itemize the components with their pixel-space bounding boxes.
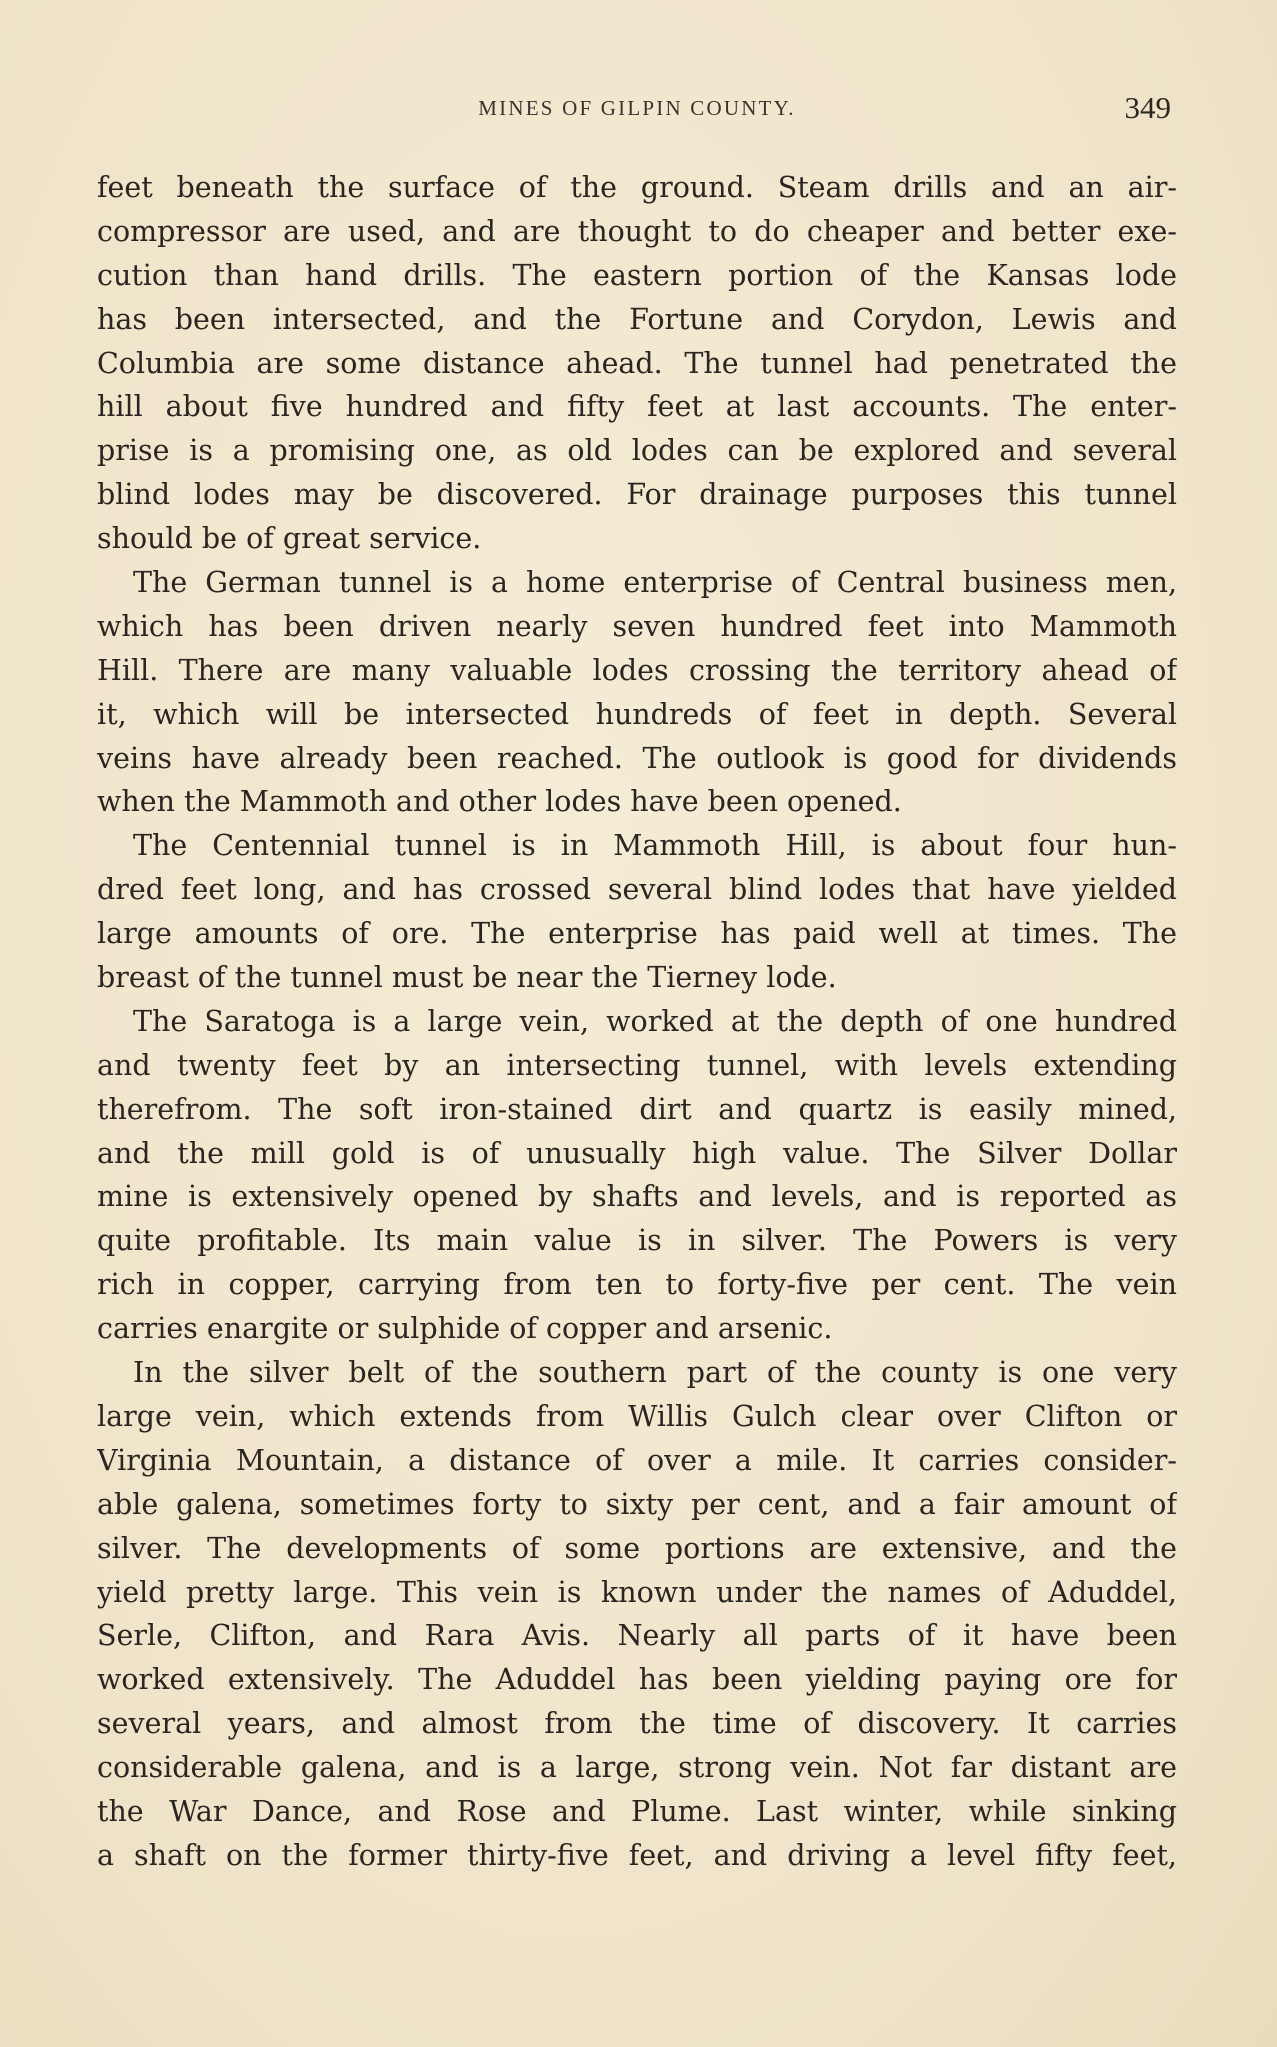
text-line: and the mill gold is of unusually high value. The Silver Dollar	[97, 1136, 1177, 1170]
paragraph-first-line: In the silver belt of the southern part of the county is one very	[133, 1356, 1177, 1390]
text-line: able galena, sometimes forty to sixty per cent, and a fair amount of	[97, 1487, 1177, 1521]
text-line: Hill. There are many valuable lodes crossing the territory ahead of	[97, 653, 1177, 687]
text-line: prise is a promising one, as old lodes can be explored and several	[97, 434, 1177, 468]
text-line: worked extensively. The Aduddel has been yielding paying ore for	[97, 1663, 1177, 1697]
text-line: cution than hand drills. The eastern portion of the Kansas lode	[97, 258, 1177, 292]
text-line: several years, and almost from the time of discovery. It carries	[97, 1707, 1177, 1741]
text-line: dred feet long, and has crossed several blind lodes that have yielded	[97, 873, 1177, 907]
text-line: which has been driven nearly seven hundred feet into Mammoth	[97, 609, 1177, 643]
running-header	[97, 90, 1177, 130]
text-line: veins have already been reached. The outlook is good for dividends	[97, 741, 1177, 775]
text-line: has been intersected, and the Fortune and Corydon, Lewis and	[97, 302, 1177, 336]
text-line: rich in copper, carrying from ten to forty-five per cent. The vein	[97, 1268, 1177, 1302]
text-line: mine is extensively opened by shafts and levels, and is reported as	[97, 1180, 1177, 1214]
paragraph-first-line: The Centennial tunnel is in Mammoth Hill, is about four hun-	[133, 829, 1177, 863]
text-line: large amounts of ore. The enterprise has paid well at times. The	[97, 917, 1177, 951]
text-line: it, which will be intersected hundreds of feet in depth. Several	[97, 697, 1177, 731]
text-line: considerable galena, and is a large, strong vein. Not far distant are	[97, 1751, 1177, 1785]
text-line: carries enargite or sulphide of copper and arsenic.	[97, 1312, 833, 1346]
text-line: the War Dance, and Rose and Plume. Last winter, while sinking	[97, 1794, 1177, 1828]
text-line: hill about five hundred and fifty feet at last accounts. The enter-	[97, 390, 1177, 424]
text-line: breast of the tunnel must be near the Tierney lode.	[97, 961, 837, 995]
text-line: Serle, Clifton, and Rara Avis. Nearly all parts of it have been	[97, 1619, 1177, 1653]
text-line: a shaft on the former thirty-five feet, and driving a level fifty feet,	[97, 1838, 1177, 1872]
running-title: MINES OF GILPIN COUNTY.	[478, 96, 796, 120]
text-line: Virginia Mountain, a distance of over a mile. It carries consider-	[97, 1443, 1177, 1477]
text-line: when the Mammoth and other lodes have been opened.	[97, 785, 902, 819]
text-line: silver. The developments of some portions are extensive, and the	[97, 1531, 1177, 1565]
body-text	[97, 166, 1177, 1878]
text-line: yield pretty large. This vein is known under the names of Aduddel,	[97, 1575, 1177, 1609]
page-number: 349	[1124, 90, 1171, 125]
text-line: quite profitable. Its main value is in silver. The Powers is very	[97, 1224, 1177, 1258]
text-line: feet beneath the surface of the ground. Steam drills and an air-	[97, 171, 1177, 204]
text-line: compressor are used, and are thought to do cheaper and better exe-	[97, 214, 1177, 248]
text-line: large vein, which extends from Willis Gulch clear over Clifton or	[97, 1399, 1177, 1433]
text-line: Columbia are some distance ahead. The tunnel had penetrated the	[97, 346, 1177, 380]
paragraph-first-line: The German tunnel is a home enterprise of Central business men,	[133, 566, 1177, 600]
text-line: therefrom. The soft iron-stained dirt and quartz is easily mined,	[97, 1092, 1177, 1126]
paragraph-first-line: The Saratoga is a large vein, worked at the depth of one hundred	[133, 1004, 1177, 1038]
text-line: blind lodes may be discovered. For drainage purposes this tunnel	[97, 478, 1177, 512]
text-line: should be of great service.	[97, 522, 482, 556]
text-line: and twenty feet by an intersecting tunnel, with levels extending	[97, 1048, 1177, 1082]
